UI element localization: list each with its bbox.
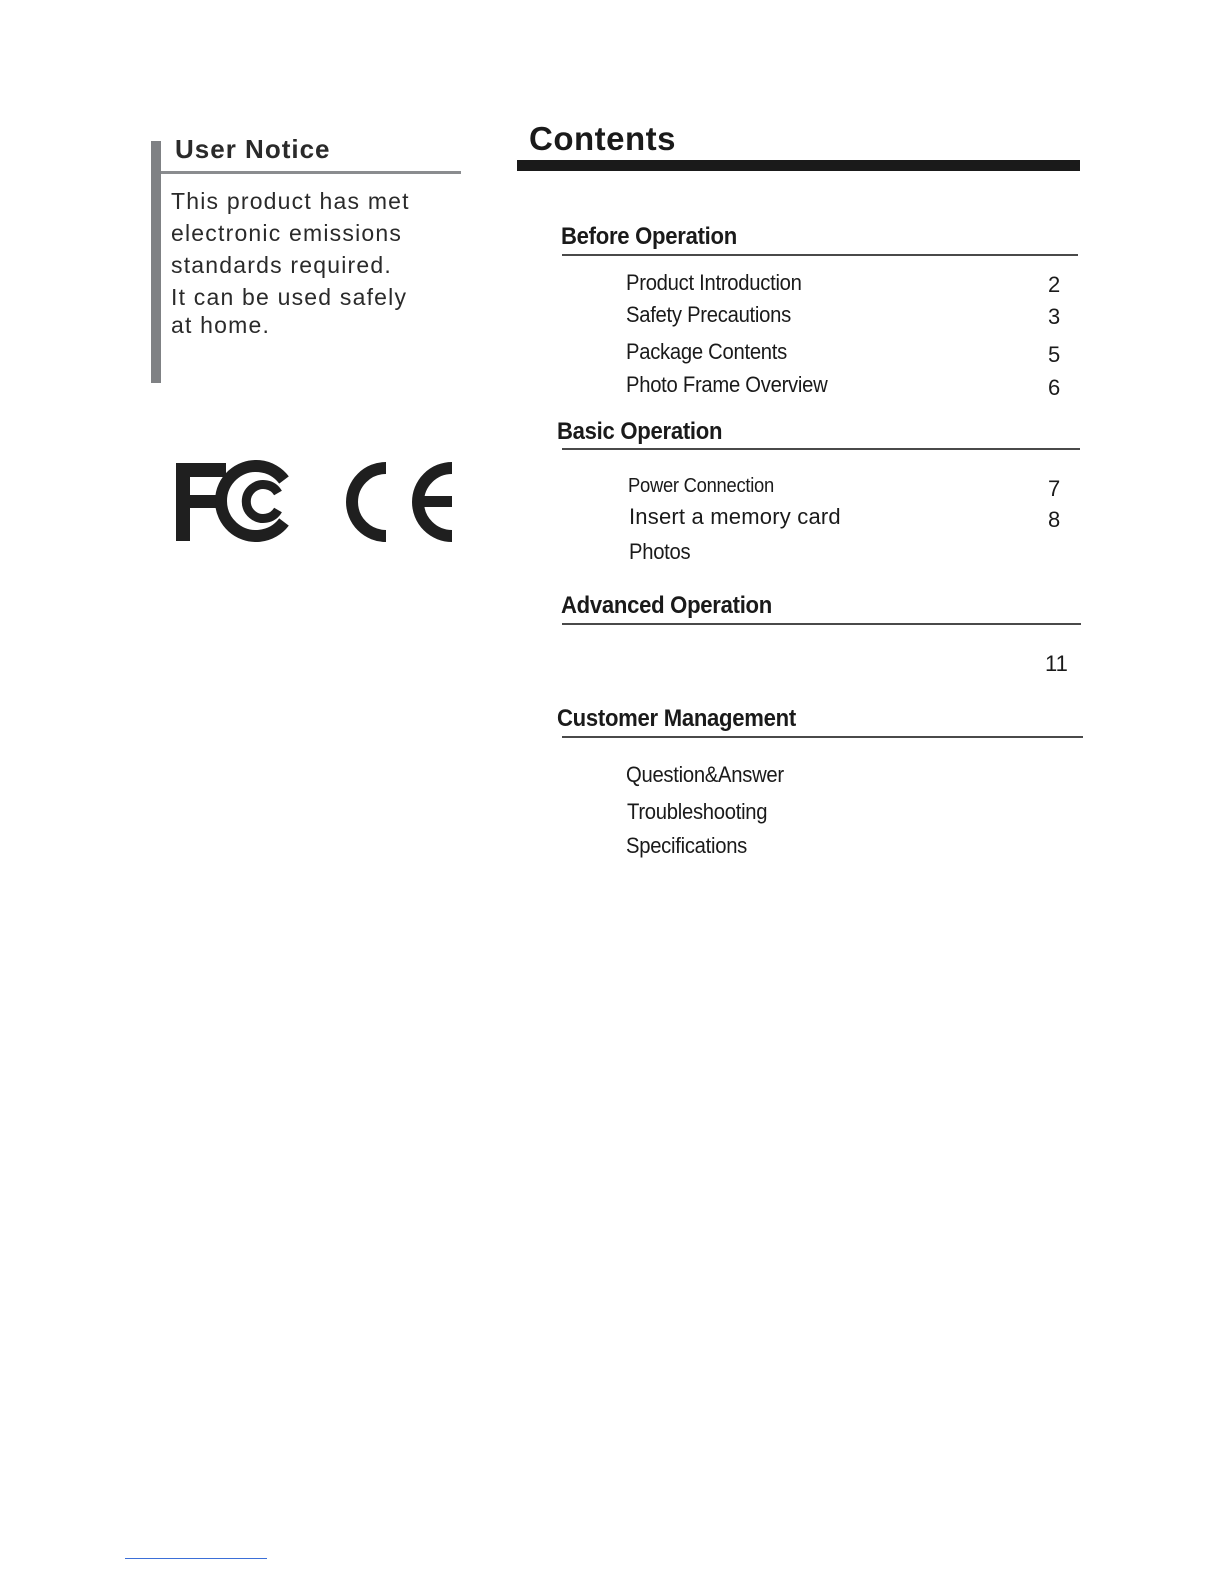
- notice-title-rule: [161, 171, 461, 174]
- toc-item-power-connection[interactable]: Power Connection: [628, 475, 774, 497]
- toc-page-number: 11: [1045, 651, 1068, 676]
- toc-item-package-contents[interactable]: Package Contents: [626, 339, 787, 364]
- notice-text-line: at home.: [171, 312, 271, 338]
- toc-page-number: 7: [1048, 476, 1061, 501]
- toc-item-photos[interactable]: Photos: [629, 539, 691, 564]
- toc-item-insert-memory-card[interactable]: Insert a memory card: [629, 504, 841, 529]
- toc-page-number: 8: [1048, 507, 1061, 532]
- section-rule: [562, 736, 1083, 738]
- notice-side-bar: [151, 141, 161, 383]
- notice-text-line: This product has met: [171, 188, 410, 214]
- section-title-basic-operation: Basic Operation: [557, 418, 723, 445]
- toc-page-number: 5: [1048, 342, 1061, 367]
- contents-title: Contents: [529, 120, 676, 157]
- notice-text-line: standards required.: [171, 252, 392, 278]
- section-rule: [562, 623, 1081, 625]
- toc-item-question-answer[interactable]: Question&Answer: [626, 762, 784, 787]
- contents-title-bar: [517, 160, 1080, 171]
- toc-item-safety-precautions[interactable]: Safety Precautions: [626, 302, 791, 327]
- ce-logo-icon: [346, 462, 456, 542]
- toc-page-number: 2: [1048, 272, 1061, 297]
- notice-text-line: electronic emissions: [171, 220, 403, 246]
- toc-page-number: 3: [1048, 304, 1061, 329]
- section-rule: [562, 448, 1080, 450]
- section-title-advanced-operation: Advanced Operation: [561, 592, 772, 619]
- fcc-logo-icon: [174, 460, 290, 544]
- footer-link-underline: [125, 1558, 267, 1559]
- section-title-customer-management: Customer Management: [557, 705, 796, 732]
- toc-page-number: 6: [1048, 375, 1061, 400]
- toc-item-photo-frame-overview[interactable]: Photo Frame Overview: [626, 372, 828, 397]
- toc-item-specifications[interactable]: Specifications: [626, 833, 748, 858]
- section-title-before-operation: Before Operation: [561, 223, 737, 250]
- toc-item-product-introduction[interactable]: Product Introduction: [626, 270, 802, 295]
- notice-text-line: It can be used safely: [171, 284, 408, 310]
- user-notice-title: User Notice: [175, 134, 331, 164]
- toc-item-troubleshooting[interactable]: Troubleshooting: [627, 799, 768, 824]
- section-rule: [562, 254, 1078, 256]
